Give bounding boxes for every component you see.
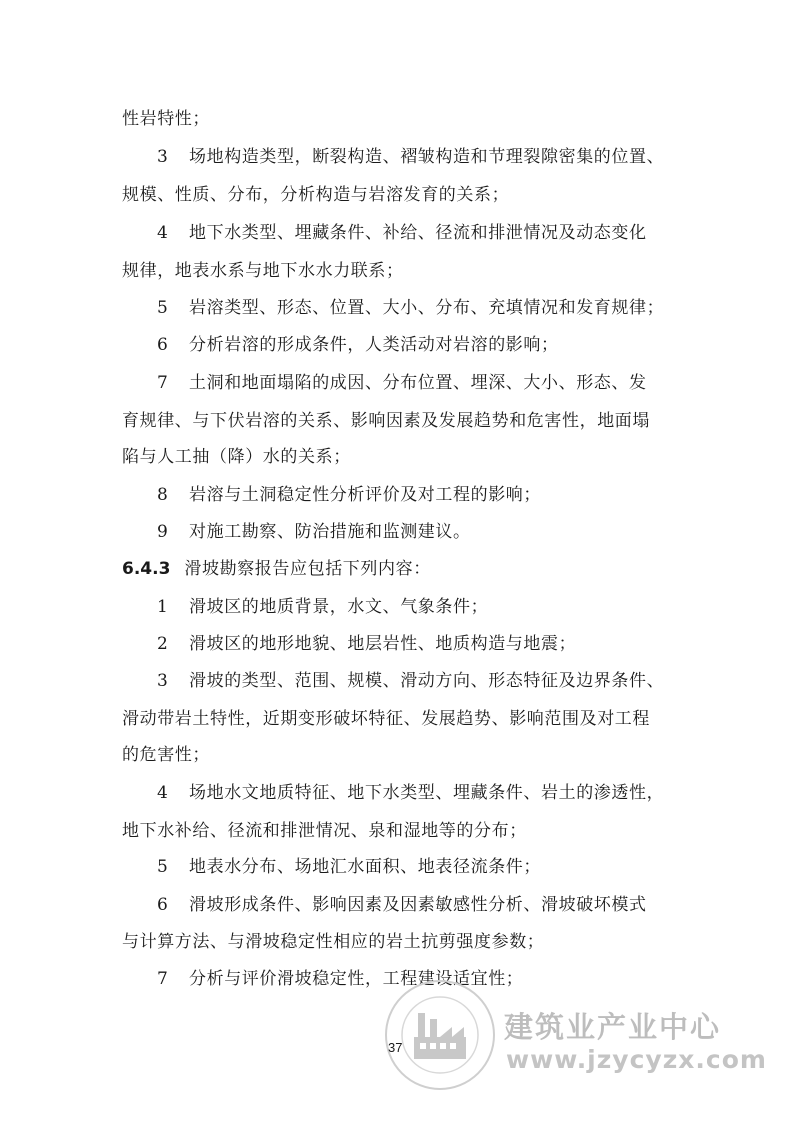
list-item-1 bbox=[157, 596, 488, 618]
list-item-5b bbox=[157, 856, 541, 878]
list-item-4b bbox=[157, 782, 664, 804]
line-text: 滑坡形成条件、影响因素及因素敏感性分析、滑坡破坏模式 bbox=[189, 895, 647, 915]
line-text: 规律，地表水系与地下水水力联系； bbox=[122, 261, 404, 281]
item-number: 6 bbox=[157, 335, 169, 355]
watermark bbox=[378, 975, 767, 1095]
line-text: 地下水补给、径流和排泄情况、泉和湿地等的分布； bbox=[122, 821, 527, 841]
line-text: 性岩特性； bbox=[122, 109, 210, 129]
line-text: 岩溶与土洞稳定性分析评价及对工程的影响； bbox=[189, 485, 541, 505]
item-number: 9 bbox=[157, 522, 169, 542]
item-number: 5 bbox=[157, 857, 169, 877]
watermark-url: www.jzycyzx.com bbox=[506, 1045, 767, 1074]
text-line-23 bbox=[122, 931, 544, 953]
item-number: 4 bbox=[157, 223, 169, 243]
page-number: 37 bbox=[388, 1040, 403, 1055]
item-number: 3 bbox=[157, 147, 169, 167]
line-text: 滑坡区的地质背景，水文、气象条件； bbox=[189, 597, 489, 617]
clause-heading-6-4-3 bbox=[122, 558, 431, 580]
line-text: 分析与评价滑坡稳定性，工程建设适宜性； bbox=[189, 969, 524, 989]
line-text: 育规律、与下伏岩溶的关系、影响因素及发展趋势和危害性，地面塌 bbox=[122, 411, 650, 431]
text-line-17 bbox=[122, 708, 650, 730]
list-item-4 bbox=[157, 222, 647, 244]
item-number: 4 bbox=[157, 783, 169, 803]
watermark-title: 建筑业产业中心 bbox=[504, 1010, 722, 1044]
list-item-6 bbox=[157, 334, 559, 356]
line-text: 地下水类型、埋藏条件、补给、径流和排泄情况及动态变化 bbox=[189, 223, 647, 243]
item-number: 3 bbox=[157, 671, 169, 691]
item-number: 5 bbox=[157, 298, 169, 318]
text-line-10 bbox=[122, 446, 351, 468]
list-item-7 bbox=[157, 372, 647, 394]
line-text: 滑坡的类型、范围、规模、滑动方向、形态特征及边界条件、 bbox=[189, 671, 665, 691]
text-line-3 bbox=[122, 184, 509, 206]
text-line-18 bbox=[122, 744, 210, 766]
line-text: 滑坡区的地形地貌、地层岩性、地质构造与地震； bbox=[189, 634, 577, 654]
list-item-2 bbox=[157, 633, 576, 655]
list-item-5 bbox=[157, 297, 664, 319]
line-text: 与计算方法、与滑坡稳定性相应的岩土抗剪强度参数； bbox=[122, 932, 545, 952]
line-text: 地表水分布、场地汇水面积、地表径流条件； bbox=[189, 857, 541, 877]
item-number: 7 bbox=[157, 969, 169, 989]
list-item-9 bbox=[157, 521, 471, 543]
text-line-5 bbox=[122, 260, 404, 282]
list-item-3 bbox=[157, 146, 664, 168]
list-item-6b bbox=[157, 894, 647, 916]
line-text: 滑坡勘察报告应包括下列内容： bbox=[184, 559, 431, 579]
line-text: 规模、性质、分布，分析构造与岩溶发育的关系； bbox=[122, 185, 510, 205]
item-number: 6 bbox=[157, 895, 169, 915]
item-number: 8 bbox=[157, 485, 169, 505]
item-number: 1 bbox=[157, 597, 169, 617]
line-text: 对施工勘察、防治措施和监测建议。 bbox=[189, 522, 471, 542]
line-text: 滑动带岩土特性，近期变形破坏特征、发展趋势、影响范围及对工程 bbox=[122, 709, 650, 729]
list-item-7b bbox=[157, 968, 523, 990]
clause-number: 6.4.3 bbox=[122, 559, 171, 579]
line-text: 陷与人工抽（降）水的关系； bbox=[122, 447, 351, 467]
line-text: 岩溶类型、形态、位置、大小、分布、充填情况和发育规律； bbox=[189, 298, 665, 318]
line-text: 分析岩溶的形成条件，人类活动对岩溶的影响； bbox=[189, 335, 559, 355]
seal-logo-icon bbox=[378, 975, 504, 1095]
item-number: 7 bbox=[157, 373, 169, 393]
list-item-3b bbox=[157, 670, 664, 692]
text-line-20 bbox=[122, 820, 527, 842]
line-text: 场地构造类型，断裂构造、褶皱构造和节理裂隙密集的位置、 bbox=[189, 147, 665, 167]
text-line-1 bbox=[122, 108, 210, 130]
text-line-9 bbox=[122, 410, 650, 432]
line-text: 的危害性； bbox=[122, 745, 210, 765]
item-number: 2 bbox=[157, 634, 169, 654]
line-text: 场地水文地质特征、地下水类型、埋藏条件、岩土的渗透性， bbox=[189, 783, 665, 803]
line-text: 土洞和地面塌陷的成因、分布位置、埋深、大小、形态、发 bbox=[189, 373, 647, 393]
list-item-8 bbox=[157, 484, 541, 506]
